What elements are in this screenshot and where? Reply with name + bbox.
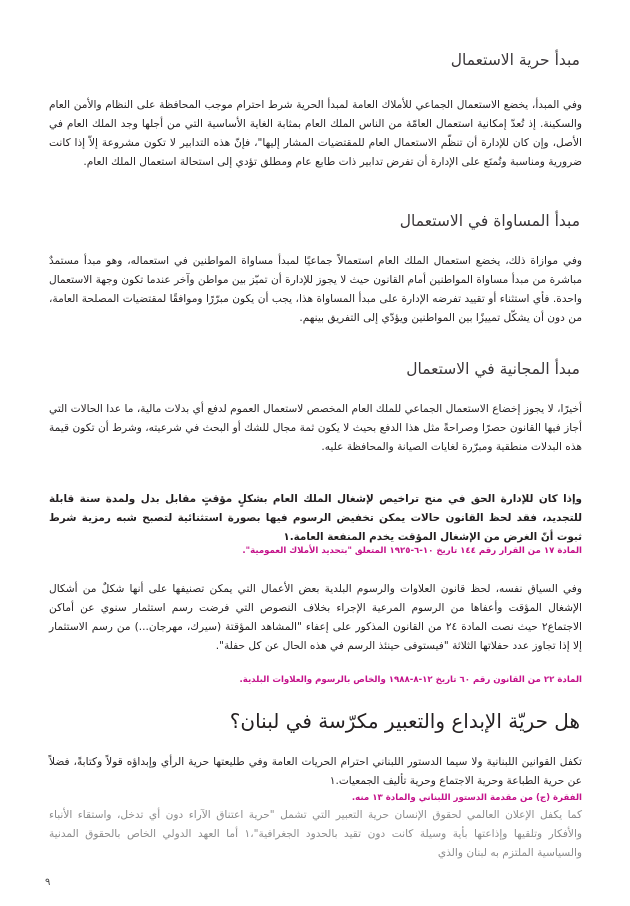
paragraph-free-of-charge: أخيرًا، لا يجوز إخضاع الاستعمال الجماعي للملك العام المخصص لاستعمال العموم لدفع أي بدلات مالية، ما عدا الحالات التي أجاز فيها القانون حصرًا وصراحةً مثل هذا الدفع بحيث لا يكون ثمة مجال للشك أو البحث في شرعيته، وشرط أن تكون قيمة هذه البدلات منطقية ومبرّرة لغايات الصيانة والمحافظة عليه. <box>49 403 582 453</box>
paragraph-freedom: وفي المبدأ، يخضع الاستعمال الجماعي للأملاك العامة لمبدأ الحرية شرط احترام موجب المحافظة على النظام والأمن العام والسكينة. إذ تُعدّ إمكانية استعمال العامّة من الناس الملك العام بمثابة الغاية الأساسية التي من أجلها وجد الملك العام في الأصل، وإن كان للإدارة أن تنظّم الاستعمال العام للمقتضيات المشار إليها"، فإنّ هذه التدابير لا تكون مشروعة إلاّ إذا كانت ضرورية ومناسبة وتُمنَع على الإدارة أن تفرض تدابير ذات طابع عام ومطلق تؤدي إلى استحالة استعمال الملك العام. <box>49 99 582 168</box>
footnote: الفقرة (ج) من مقدمة الدستور اللبناني والمادة ١٣ منه. <box>351 793 582 803</box>
section-heading-free-of-charge: مبدأ المجانية في الاستعمال <box>406 360 580 378</box>
section-heading-equality: مبدأ المساواة في الاستعمال <box>399 212 580 230</box>
paragraph-equality: وفي موازاة ذلك، يخضع استعمال الملك العام استعمالاً جماعيًا لمبدأ مساواة المواطنين في استعماله، وهو مبدأ مستمدٌ مباشرة من مبدأ مساواة المواطنين أمام القانون حيث لا يجوز للإدارة أن تميّز بين مواطن وآخر عندما تكون وجهة الاستعمال واحدة. فأي استثناء أو تقييد تفرضه الإدارة على مبدأ المساواة هذا، يجب أن يكون مبرّرًا وموافقًا لمقتضيات المصلحة العامة، من دون أن يشكّل تمييزًا بين المواطنين ويؤدّي إلى التفريق بينهم. <box>49 255 582 324</box>
paragraph-municipal-fees: وفي السياق نفسه، لحظ قانون العلاوات والرسوم البلدية بعض الأعمال التي يمكن تصنيفها على أنها شكلٌ من أشكال الإشغال المؤقت وأعفاها من الرسوم المرعية الإجراء بخلاف النصوص التي فرضت رسم استثمار سنوي عن أماكن الاجتماع٢ حيث نصت المادة ٢٤ من القانون المذكور على إعفاء "المشاهد المؤقتة (سيرك، مهرجان...) من رسم الاستثمار إلا إذا تجاوز عدد حفلاتها الثلاثة "فيستوفى حينئذ الرسم في هذه الحال عن كل حفلة". <box>49 583 582 652</box>
section-heading-freedom: مبدأ حرية الاستعمال <box>450 51 580 69</box>
paragraph-human-rights: كما يكفل الإعلان العالمي لحقوق الإنسان حرية التعبير التي تشمل "حرية اعتناق الآراء دون أي تدخل، واستقاء الأنباء والأفكار وتلقيها وإذاعتها بأية وسيلة كانت دون تقيد بالحدود الجغرافية"،١ أما العهد الدولي الخاص بالحقوق المدنية والسياسية الملتزم به لبنان والذي <box>49 809 583 859</box>
page-number: ٩ <box>45 877 51 888</box>
paragraph-constitution: تكفل القوانين اللبنانية ولا سيما الدستور اللبناني احترام الحريات العامة وفي طليعتها حرية الرأي وإبداؤه قولاً وكتابةً، فضلاً عن حرية الطباعة وحرية الاجتماع وحرية تأليف الجمعيات.١ <box>49 756 582 787</box>
footnote: المادة ١٧ من القرار رقم ١٤٤ تاريخ ١٠-٦-١٩٢٥ المتعلق "بتحديد الأملاك العمومية". <box>242 546 582 556</box>
highlighted-paragraph: وإذا كان للإدارة الحق في منح تراخيص لإشغال الملك العام بشكلٍ مؤقتٍ مقابل بدل ولمدة سنة قابلة للتجديد، فقد لحظ القانون حالات يمكن تخفيض الرسوم فيها بصورة استثنائية لتصبح شبه رمزية شرط ثبوت أنّ الغرض من الإشغال المؤقت يخدم المنفعة العامة.١ <box>49 493 582 543</box>
main-heading: هل حريّة الإبداع والتعبير مكرّسة في لبنان؟ <box>229 709 580 733</box>
footnote: المادة ٢٢ من القانون رقم ٦٠ تاريخ ١٢-٨-١٩٨٨ والخاص بالرسوم والعلاوات البلدية. <box>239 675 582 685</box>
